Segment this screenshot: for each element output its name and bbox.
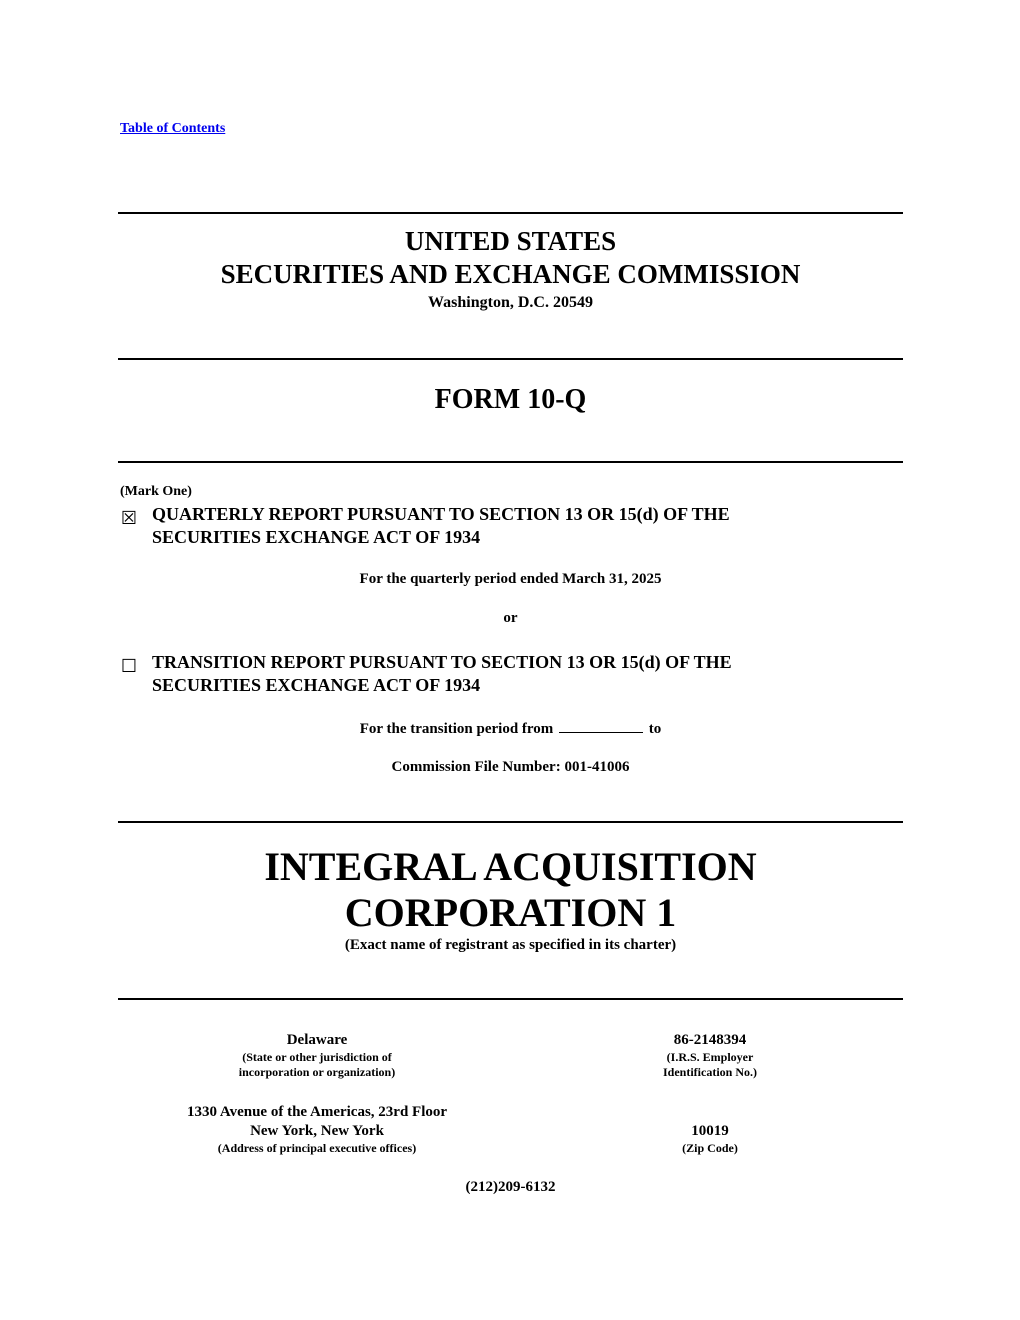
divider [118,212,903,214]
mark-one-label: (Mark One) [120,484,192,499]
zip-code [610,1122,810,1156]
company-name-caption: (Exact name of registrant as specified in its charter) [344,937,677,953]
phone-number: (212)209-6132 [465,1179,556,1195]
irs-caption-line2: Identification No.) [663,1065,757,1079]
state-caption-line2: incorporation or organization) [238,1065,396,1079]
irs-caption-line1: (I.R.S. Employer [666,1050,754,1064]
transition-period [118,718,903,739]
transition-report-label [152,651,852,697]
company-name-line2: CORPORATION 1 [344,890,677,935]
transition-report-line2: SECURITIES EXCHANGE ACT OF 1934 [152,675,481,695]
transition-report-checkbox[interactable]: ☐ [120,656,138,676]
principal-address [117,1103,517,1156]
quarterly-period: For the quarterly period ended March 31, 2025 [359,571,662,587]
address-line1: 1330 Avenue of the Americas, 23rd Floor [186,1104,448,1120]
quarterly-report-checkbox[interactable]: ☒ [120,508,138,528]
divider [118,998,903,1000]
irs-employer-id [610,1031,810,1080]
divider [118,461,903,463]
form-title: FORM 10-Q [434,384,587,415]
commission-file-number: Commission File Number: 001-41006 [391,759,630,775]
state-value: Delaware [286,1032,348,1048]
irs-value: 86-2148394 [673,1032,747,1048]
address-line2: New York, New York [250,1123,384,1139]
quarterly-report-label [152,503,852,549]
state-caption-line1: (State or other jurisdiction of [242,1050,392,1064]
header-sec: SECURITIES AND EXCHANGE COMMISSION [220,259,801,289]
header-united-states: UNITED STATES [404,226,617,256]
quarterly-report-line1: QUARTERLY REPORT PURSUANT TO SECTION 13 OR 15(d) OF THE [152,504,730,524]
transition-period-suffix: to [648,721,662,737]
transition-period-prefix: For the transition period from [359,721,554,737]
divider [118,821,903,823]
zip-value: 10019 [691,1123,729,1139]
address-caption: (Address of principal executive offices) [217,1141,417,1155]
transition-report-line1: TRANSITION REPORT PURSUANT TO SECTION 13 OR 15(d) OF THE [152,652,732,672]
state-of-incorporation [167,1031,467,1080]
or-separator: or [503,610,518,626]
divider [118,358,903,360]
quarterly-report-line2: SECURITIES EXCHANGE ACT OF 1934 [152,527,481,547]
company-name-line1: INTEGRAL ACQUISITION [264,844,757,889]
header-location: Washington, D.C. 20549 [428,294,593,311]
table-of-contents-link[interactable]: Table of Contents [120,121,226,136]
zip-caption: (Zip Code) [682,1141,738,1155]
transition-period-blank [559,718,643,733]
